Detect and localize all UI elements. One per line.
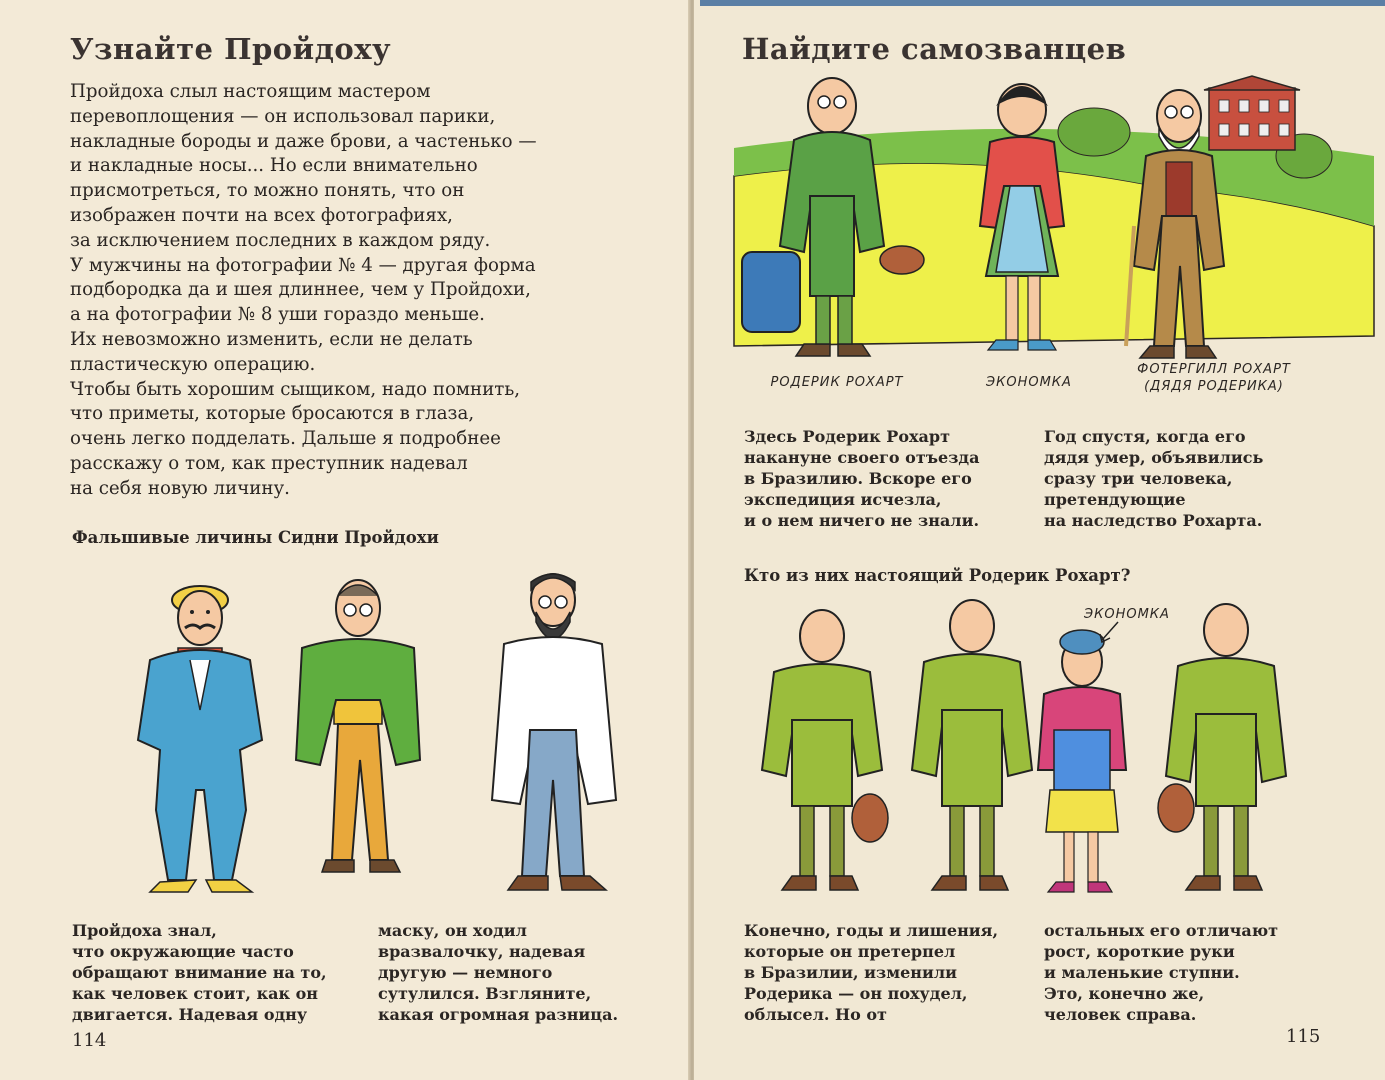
caption-line: что окружающие часто: [72, 942, 294, 961]
intro-paragraph: [70, 80, 537, 502]
caption-column-2: [378, 920, 618, 1025]
disguise-figure-doctor: [492, 574, 616, 890]
answer-column-2: [1044, 920, 1278, 1025]
page-number-left: 114: [72, 1030, 107, 1051]
answer-line: в Бразилии, изменили: [744, 963, 958, 982]
story-line: в Бразилию. Вскоре его: [744, 469, 972, 488]
label-fothergill: ФОТЕРГИЛЛ РОХАРТ (ДЯДЯ РОДЕРИКА): [1137, 362, 1291, 394]
caption-line: обращают внимание на то,: [72, 963, 327, 982]
right-page-title: Найдите самозванцев: [742, 32, 1127, 66]
disguise-figure-blue-suit: [138, 586, 262, 892]
paragraph-line: Пройдоха слыл настоящим мастером: [70, 81, 431, 102]
story-column-1: [744, 426, 979, 531]
paragraph-line: накладные бороды и даже брови, а частенько —: [70, 130, 537, 152]
false-identities-subtitle: Фальшивые личины Сидни Пройдохи: [72, 528, 439, 547]
paragraph-line: подбородка да и шея длиннее, чем у Пройдохи,: [70, 279, 531, 301]
story-line: на наследство Рохарта.: [1044, 511, 1263, 530]
paragraph-line: Их невозможно изменить, если не делать: [70, 328, 473, 350]
claimant-2-figure: [912, 600, 1032, 890]
caption-line: другую — немного: [378, 963, 553, 982]
label-housekeeper-bottom: ЭКОНОМКА: [1084, 607, 1170, 622]
housekeeper-old-figure: [1038, 630, 1126, 892]
paragraph-line: Чтобы быть хорошим сыщиком, надо помнить,: [70, 378, 521, 400]
label-housekeeper: ЭКОНОМКА: [986, 375, 1072, 390]
story-line: и о нем ничего не знали.: [744, 511, 980, 530]
page-number-right: 115: [1286, 1026, 1321, 1047]
caption-line: вразвалочку, надевая: [378, 942, 586, 961]
paragraph-line: что приметы, которые бросаются в глаза,: [70, 403, 475, 425]
answer-line: человек справа.: [1044, 1005, 1197, 1024]
left-page: [0, 0, 690, 1080]
paragraph-line: присмотреться, то можно понять, что он: [70, 180, 465, 202]
story-line: сразу три человека,: [1044, 469, 1233, 488]
left-page-title: Узнайте Пройдоху: [70, 32, 392, 66]
answer-column-1: [744, 920, 998, 1025]
caption-line: как человек стоит, как он: [72, 984, 318, 1003]
disguises-illustration: [0, 560, 690, 910]
label-roderick: РОДЕРИК РОХАРТ: [770, 375, 904, 390]
claimants-illustration: [734, 600, 1334, 910]
paragraph-line: пластическую операцию.: [70, 353, 316, 375]
paragraph-line: расскажу о том, как преступник надевал: [70, 452, 468, 474]
claimant-1-figure: [762, 610, 888, 890]
story-line: экспедиция исчезла,: [744, 490, 942, 509]
top-blue-rule: [700, 0, 1385, 6]
answer-line: и маленькие ступни.: [1044, 963, 1240, 982]
right-page: [694, 0, 1385, 1080]
answer-line: Родерика — он похудел,: [744, 984, 968, 1003]
story-line: дядя умер, объявились: [1044, 448, 1264, 467]
answer-line: Конечно, годы и лишения,: [744, 921, 999, 940]
paragraph-line: а на фотографии № 8 уши гораздо меньше.: [70, 304, 485, 326]
caption-line: маску, он ходил: [378, 921, 527, 940]
paragraph-line: У мужчины на фотографии № 4 — другая форма: [70, 254, 536, 276]
story-line: Здесь Родерик Рохарт: [744, 427, 950, 446]
question-heading: Кто из них настоящий Родерик Рохарт?: [744, 566, 1131, 585]
paragraph-line: очень легко подделать. Дальше я подробнее: [70, 428, 501, 450]
caption-line: какая огромная разница.: [378, 1005, 619, 1024]
story-line: претендующие: [1044, 490, 1186, 509]
caption-line: двигается. Надевая одну: [72, 1005, 308, 1024]
answer-line: Это, конечно же,: [1044, 984, 1205, 1003]
story-column-2: [1044, 426, 1263, 531]
paragraph-line: перевоплощения — он использовал парики,: [70, 105, 496, 127]
estate-illustration: [734, 76, 1374, 376]
answer-line: облысел. Но от: [744, 1005, 887, 1024]
story-line: Год спустя, когда его: [1044, 427, 1246, 446]
caption-column-1: [72, 920, 327, 1025]
paragraph-line: и накладные носы... Но если внимательно: [70, 155, 478, 177]
caption-line: Пройдоха знал,: [72, 921, 217, 940]
paragraph-line: изображен почти на всех фотографиях,: [70, 204, 453, 226]
story-line: накануне своего отъезда: [744, 448, 980, 467]
caption-line: сутулился. Взгляните,: [378, 984, 592, 1003]
paragraph-line: на себя новую личину.: [70, 477, 290, 499]
answer-line: рост, короткие руки: [1044, 942, 1235, 961]
claimant-3-figure: [1158, 604, 1286, 890]
paragraph-line: за исключением последних в каждом ряду.: [70, 229, 491, 251]
manor-house: [1204, 76, 1300, 150]
answer-line: остальных его отличают: [1044, 921, 1279, 940]
answer-line: которые он претерпел: [744, 942, 956, 961]
disguise-figure-green-jacket: [296, 580, 420, 872]
